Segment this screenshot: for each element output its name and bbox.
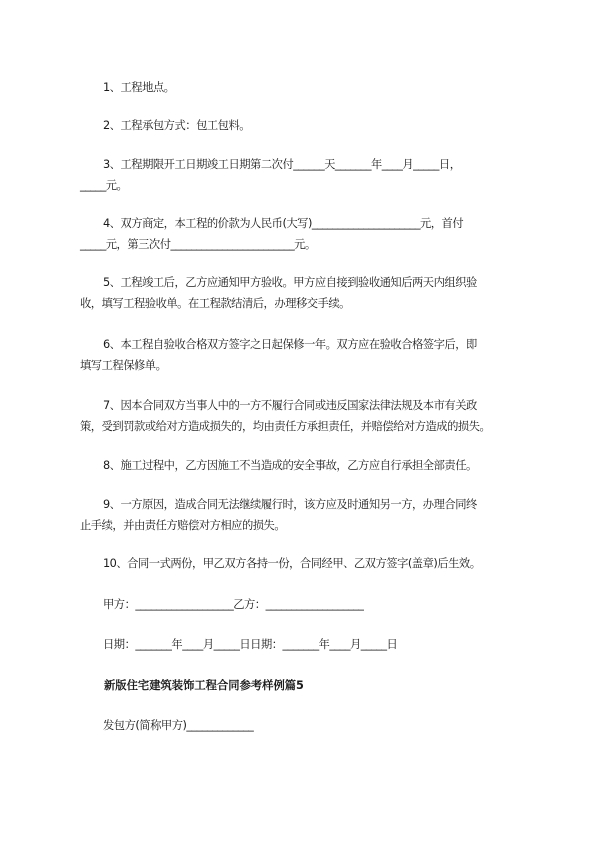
clause-line: 止手续，并由责任方赔偿对方相应的损失。	[80, 519, 286, 532]
clause-1	[80, 77, 520, 98]
section-title	[104, 675, 544, 696]
clause-line: 9、一方原因，造成合同无法继续履行时，该方应及时通知另一方，办理合同终	[103, 498, 477, 511]
clause-2	[80, 115, 520, 136]
date-line	[80, 634, 520, 655]
clause-9	[80, 494, 520, 536]
signature-text: 甲方：___________________乙方：___________________	[103, 598, 364, 611]
clause-line: 6、本工程自验收合格双方签字之日起保修一年。双方应在验收合格签字后，即	[103, 338, 477, 351]
clause-8	[80, 455, 520, 476]
signature-line	[80, 594, 520, 615]
clause-line: 填写工程保修单。	[80, 359, 167, 372]
clause-line: _____元。	[80, 179, 128, 192]
clause-line: _____元，第三次付________________________元。	[80, 238, 316, 251]
clause-line: 10、合同一式两份，甲乙双方各持一份，合同经甲、乙双方签字(盖章)后生效。	[103, 557, 481, 570]
clause-line: 1、工程地点。	[103, 81, 175, 94]
section-title-text: 新版住宅建筑装饰工程合同参考样例篇5	[104, 679, 304, 692]
clause-line: 5、工程竣工后，乙方应通知甲方验收。甲方应自接到验收通知后两天内组织验	[103, 276, 477, 289]
clause-line: 4、双方商定，本工程的价款为人民币(大写)_____________________元，首付	[103, 217, 464, 230]
clause-line: 2、工程承包方式：包工包料。	[103, 119, 251, 132]
clause-line: 7、因本合同双方当事人中的一方不履行合同或违反国家法律法规及本市有关政	[103, 399, 477, 412]
clause-line: 收，填写工程验收单。在工程款结清后，办理移交手续。	[80, 297, 350, 310]
contractor-text: 发包方(简称甲方)_____________	[103, 719, 254, 732]
clause-7	[80, 395, 520, 437]
clause-10	[80, 553, 520, 574]
date-text: 日期：_______年____月_____日日期：_______年____月_____日	[103, 638, 398, 651]
contractor-line	[80, 715, 520, 736]
clause-line: 3、工程期限开工日期竣工日期第二次付______天_______年____月_____日，	[103, 158, 461, 171]
clause-line: 8、施工过程中，乙方因施工不当造成的安全事故，乙方应自行承担全部责任。	[103, 459, 477, 472]
clause-5	[80, 272, 520, 314]
clause-3	[80, 154, 520, 196]
clause-4	[80, 213, 520, 255]
clause-line: 策，受到罚款或给对方造成损失的，均由责任方承担责任，并赔偿给对方造成的损失。	[80, 420, 491, 433]
clause-6	[80, 334, 520, 376]
